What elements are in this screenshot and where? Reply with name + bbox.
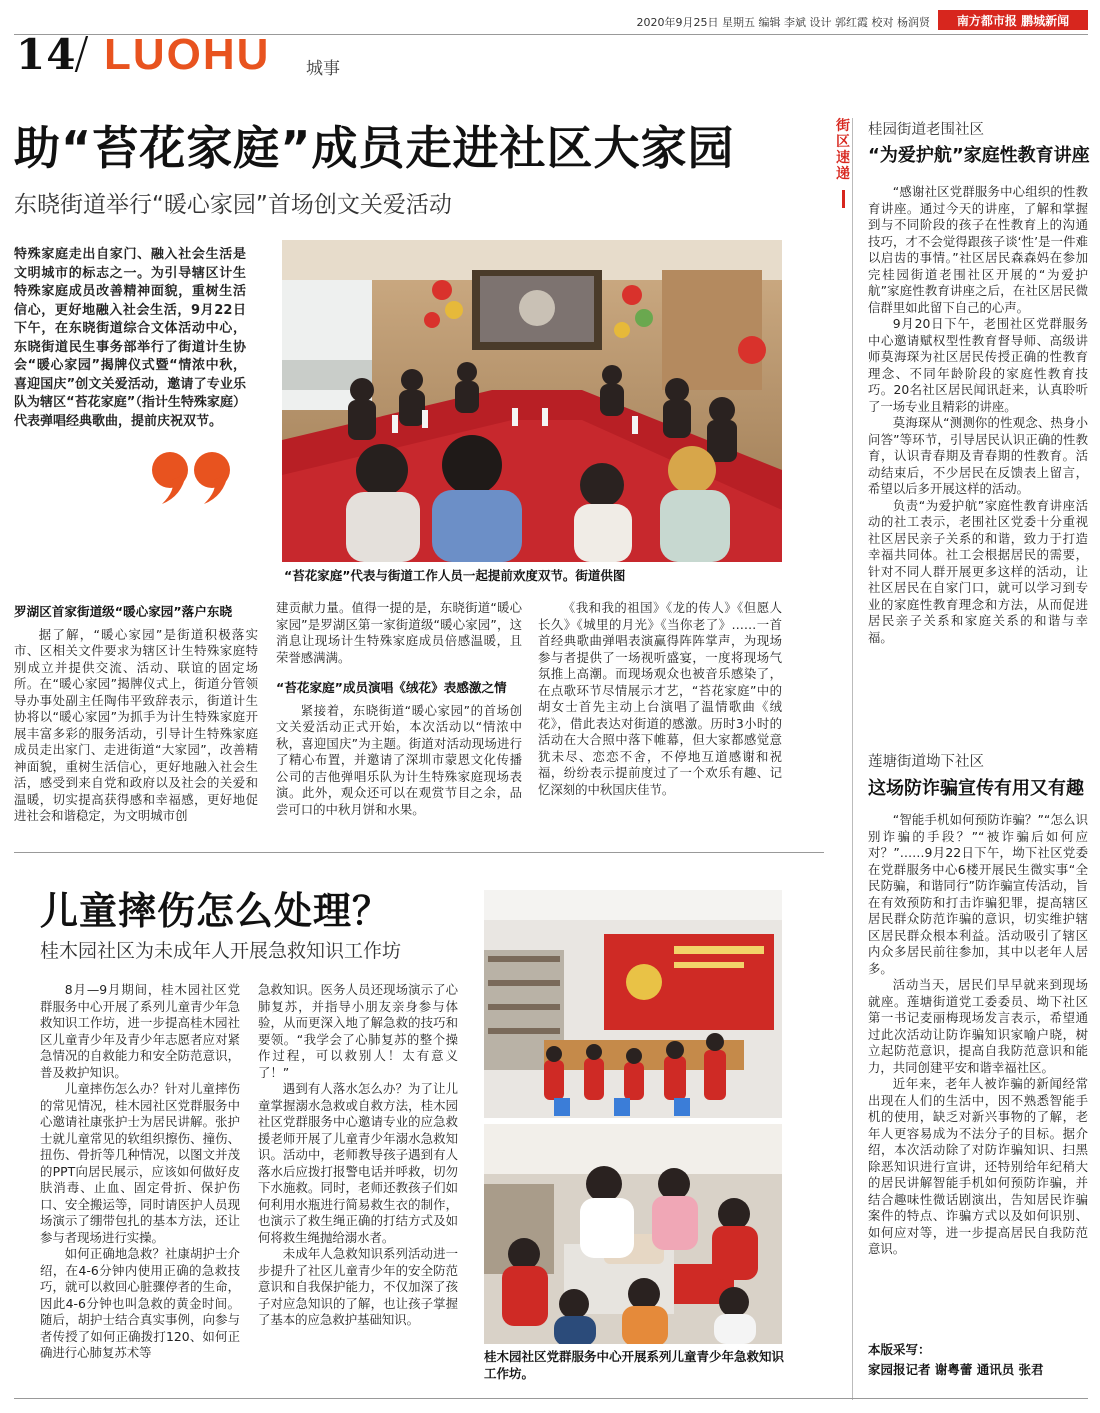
main-col1-paragraph: 据了解，“暖心家园”是街道积极落实市、区相关文件要求为辖区计生特殊家庭特别成立并提供交流、活动、联谊的固定场所。在“暖心家园”揭牌仪式上，街道分管领导办事处副主任陶伟平致辞表示，街道计生协将以“暖心家园”为抓手为计生特殊家庭开展丰富多彩的服务活动，引导计生特殊家庭成员走出家门、走进街道“大家园”，改善精神面貌，重树生活信心，更好地融入社会生活，感受到来自党和政府以及社会的关爱和温暖，切实提高获得感和幸福感，更好地促进社会和谐稳定，为文明城市创	[14, 626, 258, 823]
sidebar-item2-p3: 近年来，老年人被诈骗的新闻经常出现在人们的生活中，因不熟悉智能手机的使用，缺乏对新兴事物的了解，老年人更容易成为不法分子的目标。据介绍，本次活动除了对防诈骗知识、扫黑除恶知识进行宣讲，还特别给年纪稍大的居民讲解智能手机如何预防诈骗，并结合趣味性微话剧演出，告知居民诈骗案件的特点、诈骗方式以及如何识别、如何应对等，进一步提高居民自我防范意识。	[868, 1076, 1088, 1256]
workshop-photo-caption: 桂木园社区党群服务中心开展系列儿童青少年急救知识工作坊。	[484, 1349, 785, 1381]
main-col2-paragraph-2: 紧接着，东晓街道“暖心家园”的首场创文关爱活动正式开始，本次活动以“情浓中秋，喜迎国庆”为主题。街道对活动现场进行了精心布置，并邀请了深圳市蒙恩文化传播公司的吉他弹唱乐队为计生特殊家庭现场表演。此外，观众还可以在观赏节目之余，品尝可口的中秋月饼和水果。	[276, 702, 522, 817]
sidebar-item2-p2: 活动当天，居民们早早就来到现场就座。莲塘街道党工委委员、坳下社区第一书记麦丽梅现场发言表示，希望通过此次活动让防诈骗知识家喻户晓，树立起防范意识，提高自我防范意识和能力，共同创建平安和谐幸福社区。	[868, 977, 1088, 1075]
sidebar-item1-kicker: 桂园街道老围社区	[868, 122, 984, 138]
second-subhead: 桂木园社区为未成年人开展急救知识工作坊	[40, 940, 402, 962]
second-headline: 儿童摔伤怎么处理？	[40, 889, 392, 933]
lead-paragraph	[14, 246, 246, 431]
main-column-1	[14, 600, 258, 825]
main-col2-paragraph-1: 建贡献力量。值得一提的是，东晓街道“暖心家园”是罗湖区第一家街道级“暖心家园”，这消息让现场计生特殊家庭成员倍感温暖，且荣誉感满满。	[276, 600, 522, 665]
story-divider	[14, 852, 824, 853]
sidebar-item2-title: 这场防诈骗宣传有用又有趣	[868, 778, 1084, 799]
workshop-photo-1	[484, 890, 782, 1118]
sidebar-tag-char: 街	[836, 118, 850, 134]
credit-label: 本版采写：	[868, 1342, 931, 1357]
workshop-photo-2	[484, 1124, 782, 1344]
main-col3-paragraph: 《我和我的祖国》《龙的传人》《但愿人长久》《城里的月光》《当你老了》……一首首经典歌曲弹唱表演赢得阵阵掌声，为现场参与者提供了一场视听盛宴，一度将现场气氛推上高潮。而现场观众也被音乐感染了，在点歌环节尽情展示才艺，“苔花家庭”中的胡女士首先主动上台演唱了温情歌曲《绒花》，借此表达对街道的感激。历时3小时的活动在大合照中落下帷幕，但大家都感觉意犹未尽、恋恋不舍，不停地互道感谢和祝福，纷纷表示提前度过了一个欢乐有趣、记忆深刻的中秋国庆佳节。	[538, 600, 782, 797]
sidebar-item1-p4: 负责“为爱护航”家庭性教育讲座活动的社工表示，老围社区党委十分重视社区居民亲子关系的和谐，致力于打造幸福共同体。社工会根据居民的需要，针对不同人群开展更多这样的活动，让社区居民在自家门口，就可以学习到专业的家庭性教育理念和方法，从而促进居民亲子关系和家庭关系的和谐与幸福。	[868, 497, 1088, 645]
second-col2-p2: 遇到有人落水怎么办？为了让儿童掌握溺水急救或自救方法，桂木园社区党群服务中心邀请专业的应急救援老师开展了儿童青少年溺水急救知识。活动中，老师教导孩子遇到有人落水后应拨打报警电话并呼救，切勿下水施救。同时，老师还教孩子们如何利用水瓶进行简易救生衣的制作，也演示了救生绳正确的打结方式及如何将救生绳抛给溺水者。	[258, 1081, 458, 1245]
sidebar-item1-p2: 9月20日下午，老围社区党群服务中心邀请赋权型性教育督导师、高级讲师莫海琛为社区居民传授正确的性教育理念、不同年龄阶段的家庭性教育技巧。20名社区居民闻讯赶来，认真聆听了一场专业且精彩的讲座。	[868, 316, 1088, 414]
header-meta: 2020年9月25日 星期五 编辑 李斌 设计 郭红霞 校对 杨润贤	[636, 16, 930, 29]
main-subtitle-1: 罗湖区首家街道级“暖心家园”落户东晓	[14, 604, 233, 619]
sidebar-tag-char: 区	[836, 134, 850, 150]
event-photo-caption: “苔花家庭”代表与街道工作人员一起提前欢度双节。街道供图	[284, 568, 626, 583]
second-col2-p1: 急救知识。医务人员还现场演示了心肺复苏，并指导小朋友亲身参与体验，从而更深入地了解急救的技巧和要领。“我学会了心肺复苏的整个操作过程，可以救别人！太有意义了！”	[258, 982, 458, 1080]
section-sub: 城事	[306, 59, 340, 79]
credit-text: 家园报记者 谢粤蕾 通讯员 张君	[868, 1362, 1044, 1377]
second-col2-p3: 未成年人急救知识系列活动进一步提升了社区儿童青少年的安全防范意识和自我保护能力，不仅加深了孩子对应急知识的了解，也让孩子掌握了基本的应急救护基础知识。	[258, 1246, 458, 1327]
sidebar-item1-title: “为爱护航”家庭性教育讲座	[868, 145, 1090, 166]
second-col1-p3: 如何正确地急救？社康胡护士介绍，在4-6分钟内使用正确的急救技巧，就可以救回心脏骤停者的生命，因此4-6分钟也叫急救的黄金时间。随后，胡护士结合真实事例，向参与者传授了如何正确拨打120、如何正确进行心肺复苏术等	[40, 1246, 240, 1360]
sidebar-item2-p1: “智能手机如何预防诈骗？”“怎么识别诈骗的手段？”“被诈骗后如何应对？”……9月22日下午，坳下社区党委在党群服务中心6楼开展民生微实事“全民防骗，和谐同行”防诈骗宣传活动，旨在有效预防和打击诈骗犯罪，提高辖区居民群众防范诈骗的意识，切实维护辖区居民群众根本利益。活动吸引了辖区内众多居民前往参加，其中以老年人居多。	[868, 812, 1088, 976]
sidebar-item1-p1: “感谢社区党群服务中心组织的性教育讲座。通过今天的讲座，了解和掌握到与不同阶段的孩子在性教育上的沟通技巧，才不会觉得跟孩子谈‘性’是一件难以启齿的事情。”社区居民森森妈在参加完桂园街道老围社区开展的“为爱护航”家庭性教育讲座之后，在社区居民微信群里如此留下自己的心声。	[868, 184, 1088, 315]
main-subtitle-2: “苔花家庭”成员演唱《绒花》表感激之情	[276, 680, 507, 695]
page-number: 14	[16, 30, 77, 79]
sidebar-tag	[834, 118, 852, 182]
sidebar-item2-body	[868, 812, 1088, 1258]
quote-mark-icon	[150, 450, 234, 510]
sidebar-tag-char: 递	[836, 166, 850, 182]
main-headline: 助“苔花家庭”成员走进社区大家园	[14, 121, 735, 175]
sidebar-divider	[852, 118, 853, 1400]
masthead-logo: 南方都市报 鹏城新闻	[938, 10, 1088, 30]
second-col1-p2: 儿童摔伤怎么办？针对儿童摔伤的常见情况，桂木园社区党群服务中心邀请社康张护士为居民讲解。张护士就儿童常见的软组织擦伤、撞伤、扭伤、骨折等几种情况，以图文并茂的PPT向居民展示，应该如何做好皮肤消毒、止血、固定骨折、保护伤口、安全搬运等，同时请医护人员现场演示了绷带包扎的基本方法，还让参与者现场进行实操。	[40, 1081, 240, 1245]
sidebar-item1-p3: 莫海琛从“测测你的性观念、热身小问答”等环节，引导居民认识正确的性教育，认识青春期及青春期的性教育。活动结束后，不少居民在反馈表上留言，希望以后多开展这样的活动。	[868, 415, 1088, 496]
sidebar-tag-bar	[842, 190, 845, 208]
sidebar-item2-kicker: 莲塘街道坳下社区	[868, 754, 984, 770]
main-column-2	[276, 600, 522, 818]
main-column-3	[538, 600, 782, 798]
second-column-1	[40, 982, 240, 1362]
event-photo	[282, 240, 782, 562]
sidebar-tag-char: 速	[836, 150, 850, 166]
bottom-divider	[14, 1398, 1088, 1399]
second-col1-p1: 8月—9月期间，桂木园社区党群服务中心开展了系列儿童青少年急救知识工作坊，进一步提高桂木园社区儿童青少年及青少年志愿者应对紧急情况的自救能力和安全防范意识，普及救护知识。	[40, 982, 240, 1080]
page-slash: /	[74, 28, 89, 79]
sidebar-item1-body	[868, 184, 1088, 646]
second-column-2	[258, 982, 458, 1329]
section-name: LUOHU	[104, 30, 271, 79]
main-subhead: 东晓街道举行“暖心家园”首场创文关爱活动	[14, 192, 452, 218]
lead-text: 特殊家庭走出自家门、融入社会生活是文明城市的标志之一。为引导辖区计生特殊家庭成员改善精神面貌，重树生活信心，更好地融入社会生活，9月22日下午，在东晓街道综合文体活动中心，东晓街道民生事务部举行了街道计生协会“暖心家园”揭牌仪式暨“情浓中秋，喜迎国庆”创文关爱活动，邀请了专业乐队为辖区“苔花家庭”（指计生特殊家庭）代表弹唱经典歌曲，提前庆祝双节。	[14, 247, 246, 429]
